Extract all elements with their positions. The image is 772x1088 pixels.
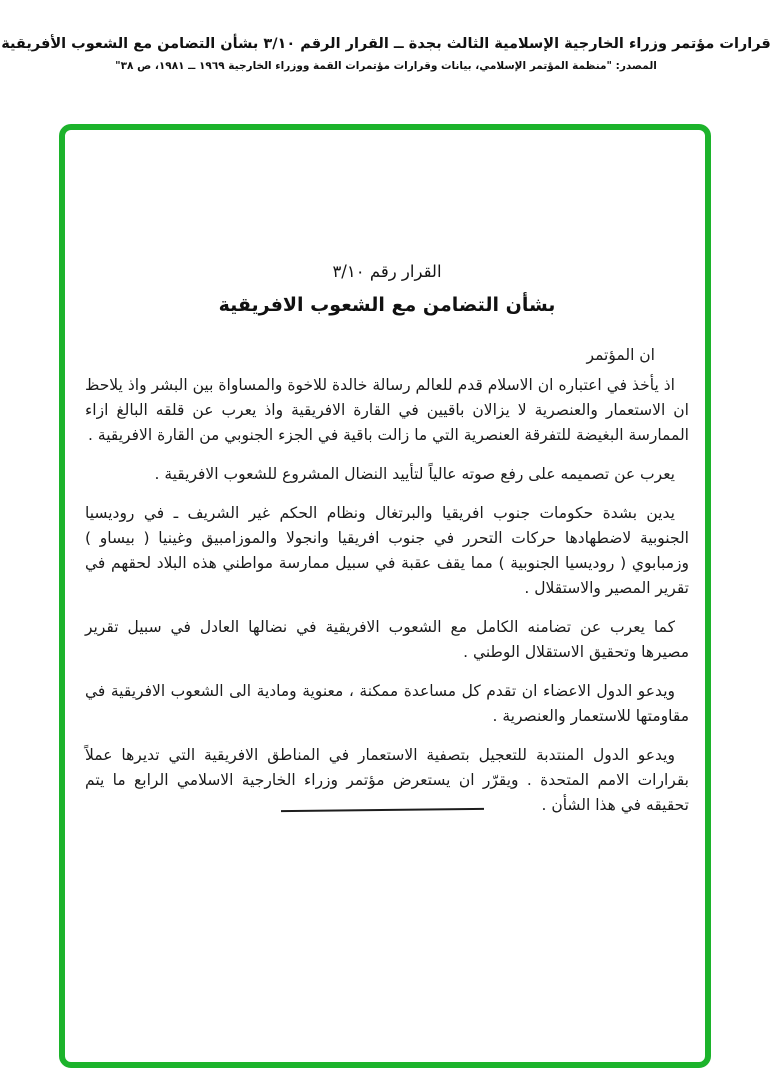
resolution-paragraph-5: ويدعو الدول الاعضاء ان تقدم كل مساعدة ممكنة ، معنوية ومادية الى الشعوب الافريقية في مقاومتها للاستعمار والعنصرية . [85, 682, 689, 725]
header-source-line: المصدر: "منظمة المؤتمر الإسلامي، بيانات وقرارات مؤتمرات القمة ووزراء الخارجية ١٩٦٩ ــ ١٩٨١، ص ٣٨" [115, 60, 657, 72]
resolution-paragraph-1: اذ يأخذ في اعتباره ان الاسلام قدم للعالم رسالة خالدة للاخوة والمساواة بين البشر واذ يلاحظ ان الاستعمار والعنصرية لا يزالان باقيين في القارة الافريقية واذ يعرب عن قلقه البالغ ازاء الممارسة البغيضة للتفرقة العنصرية التي ما زالت باقية في الجزء الجنوبي من القارة الافريقية . [85, 376, 689, 444]
resolution-number-title: القرار رقم ٣/١٠ [332, 262, 442, 281]
header-citation-title: قرارات مؤتمر وزراء الخارجية الإسلامية الثالث بجدة ــ القرار الرقم ٣/١٠ بشأن التضامن مع الشعوب الأفريقية [1, 36, 771, 52]
green-highlight-frame [59, 124, 711, 1068]
resolution-paragraph-4: كما يعرب عن تضامنه الكامل مع الشعوب الافريقية في نضالها العادل في سبيل تقرير مصيرها وتحقيق الاستقلال الوطني . [85, 618, 689, 661]
resolution-paragraph-6: ويدعو الدول المنتدبة للتعجيل بتصفية الاستعمار في المناطق الافريقية التي تديرها عملاً بقرارات الامم المتحدة . ويقرّر ان يستعرض مؤتمر وزراء الخارجية الاسلامي الرابع ما يتم تحقيقه في هذا الشأن . [85, 746, 689, 814]
resolution-paragraph-3: يدين بشدة حكومات جنوب افريقيا والبرتغال ونظام الحكم غير الشريف ـ في روديسيا الجنوبية لاضطهادها حركات التحرر في جنوب افريقيا وانجولا والموزامبيق وغينيا ( بيساو ) وزمبابوي ( روديسيا الجنوبية ) مما يقف عقبة في سبيل ممارسة مواطني هذه البلاد لحقهم في تقرير المصير والاستقلال . [85, 504, 689, 597]
resolution-subject-title: بشأن التضامن مع الشعوب الافريقية [218, 294, 556, 316]
resolution-body [65, 130, 705, 1062]
opening-phrase: ان المؤتمر [586, 346, 655, 364]
resolution-paragraph-2: يعرب عن تصميمه على رفع صوته عالياً لتأييد النضال المشروع للشعوب الافريقية . [154, 465, 675, 483]
page-header [0, 36, 772, 72]
